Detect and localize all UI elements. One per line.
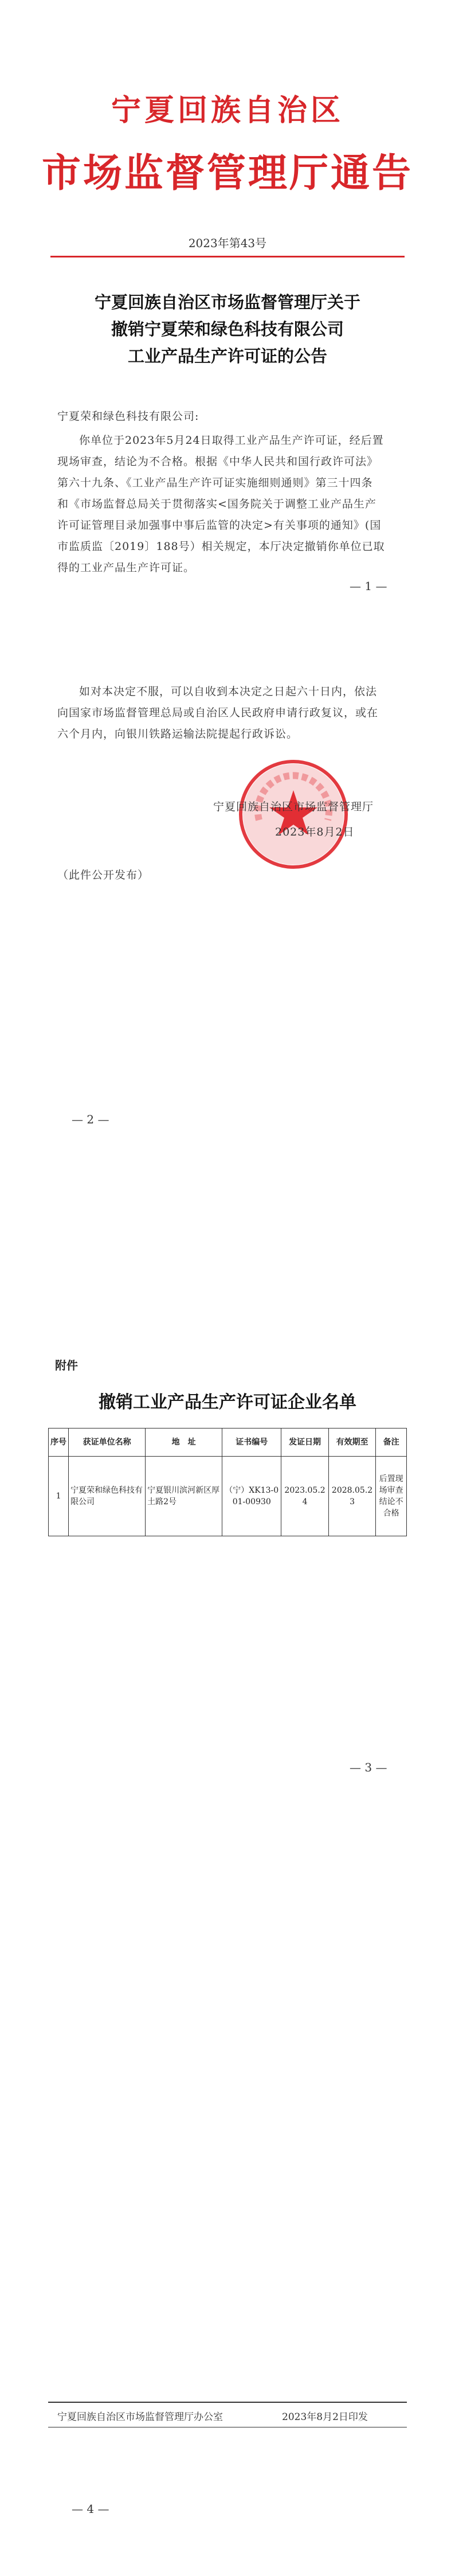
signature-org: 宁夏回族自治区市场监督管理厅	[213, 801, 374, 813]
page-number-3: — 3 —	[350, 1761, 387, 1774]
appeal-line: 六个月内，向银川铁路运输法院提起行政诉讼。	[57, 728, 299, 740]
seal-icon	[236, 757, 351, 872]
appeal-paragraph	[57, 681, 401, 745]
document-number: 2023年第43号	[188, 236, 267, 250]
official-seal	[236, 757, 351, 872]
table-header-row	[49, 1428, 407, 1457]
paragraph-line: 你单位于2023年5月24日取得工业产品生产许可证，经后置	[79, 434, 384, 447]
paragraph-line: 第六十九条、《工业产品生产许可证实施细则通则》第三十四条	[57, 477, 373, 489]
column-header: 备注	[376, 1428, 407, 1457]
cell-remark: 后置现场审查结论不合格	[376, 1457, 407, 1536]
footer-top-rule	[48, 2402, 407, 2403]
cell-valid-until: 2028.05.23	[328, 1457, 376, 1536]
column-header: 证书编号	[222, 1428, 281, 1457]
table-row	[49, 1457, 407, 1536]
annex-label: 附件	[55, 1359, 78, 1372]
footer-print-date: 2023年8月2日印发	[282, 2411, 368, 2423]
page-number-1: — 1 —	[350, 579, 387, 593]
red-divider	[50, 256, 405, 257]
column-header: 获证单位名称	[69, 1428, 146, 1457]
salutation: 宁夏荣和绿色科技有限公司:	[57, 410, 199, 423]
cell-cert-number: （宁）XK13-001-00930	[222, 1457, 281, 1536]
annex-title: 撤销工业产品生产许可证企业名单	[99, 1392, 356, 1412]
appeal-line: 如对本决定不服，可以自收到本决定之日起六十日内，依法	[79, 685, 378, 698]
paragraph-line: 得的工业产品生产许可证。	[57, 561, 195, 574]
header-notice-title: 市场监督管理厅通告	[41, 150, 413, 196]
column-header: 序号	[49, 1428, 69, 1457]
cell-index: 1	[49, 1457, 69, 1536]
license-table	[48, 1428, 407, 1536]
publish-note: （此件公开发布）	[57, 869, 150, 881]
page-number-2: — 2 —	[72, 1113, 109, 1126]
main-paragraph	[57, 430, 401, 579]
page-number-4: — 4 —	[72, 2502, 109, 2516]
column-header: 发证日期	[281, 1428, 329, 1457]
cell-company: 宁夏荣和绿色科技有限公司	[69, 1457, 146, 1536]
cell-address: 宁夏银川滨河新区厚土路2号	[146, 1457, 222, 1536]
paragraph-line: 许可证管理目录加强事中事后监管的决定>有关事项的通知》(国	[57, 519, 382, 532]
paragraph-line: 市监质监〔2019〕188号）相关规定，本厅决定撤销你单位已取	[57, 540, 385, 553]
paragraph-line: 和《市场监督总局关于贯彻落实<国务院关于调整工业产品生产	[57, 498, 376, 510]
column-header: 有效期至	[328, 1428, 376, 1457]
header-org-name: 宁夏回族自治区	[111, 93, 344, 128]
title-line-1: 宁夏回族自治区市场监督管理厅关于	[94, 292, 360, 312]
footer-office: 宁夏回族自治区市场监督管理厅办公室	[57, 2411, 223, 2423]
title-line-2: 撤销宁夏荣和绿色科技有限公司	[111, 319, 344, 339]
signature-date: 2023年8月2日	[275, 826, 355, 838]
paragraph-line: 现场审查，结论为不合格。根据《中华人民共和国行政许可法》	[57, 455, 379, 468]
title-line-3: 工业产品生产许可证的公告	[127, 346, 327, 366]
cell-issue-date: 2023.05.24	[281, 1457, 329, 1536]
appeal-line: 向国家市场监督管理总局或自治区人民政府申请行政复议，或在	[57, 707, 379, 719]
column-header: 地 址	[146, 1428, 222, 1457]
